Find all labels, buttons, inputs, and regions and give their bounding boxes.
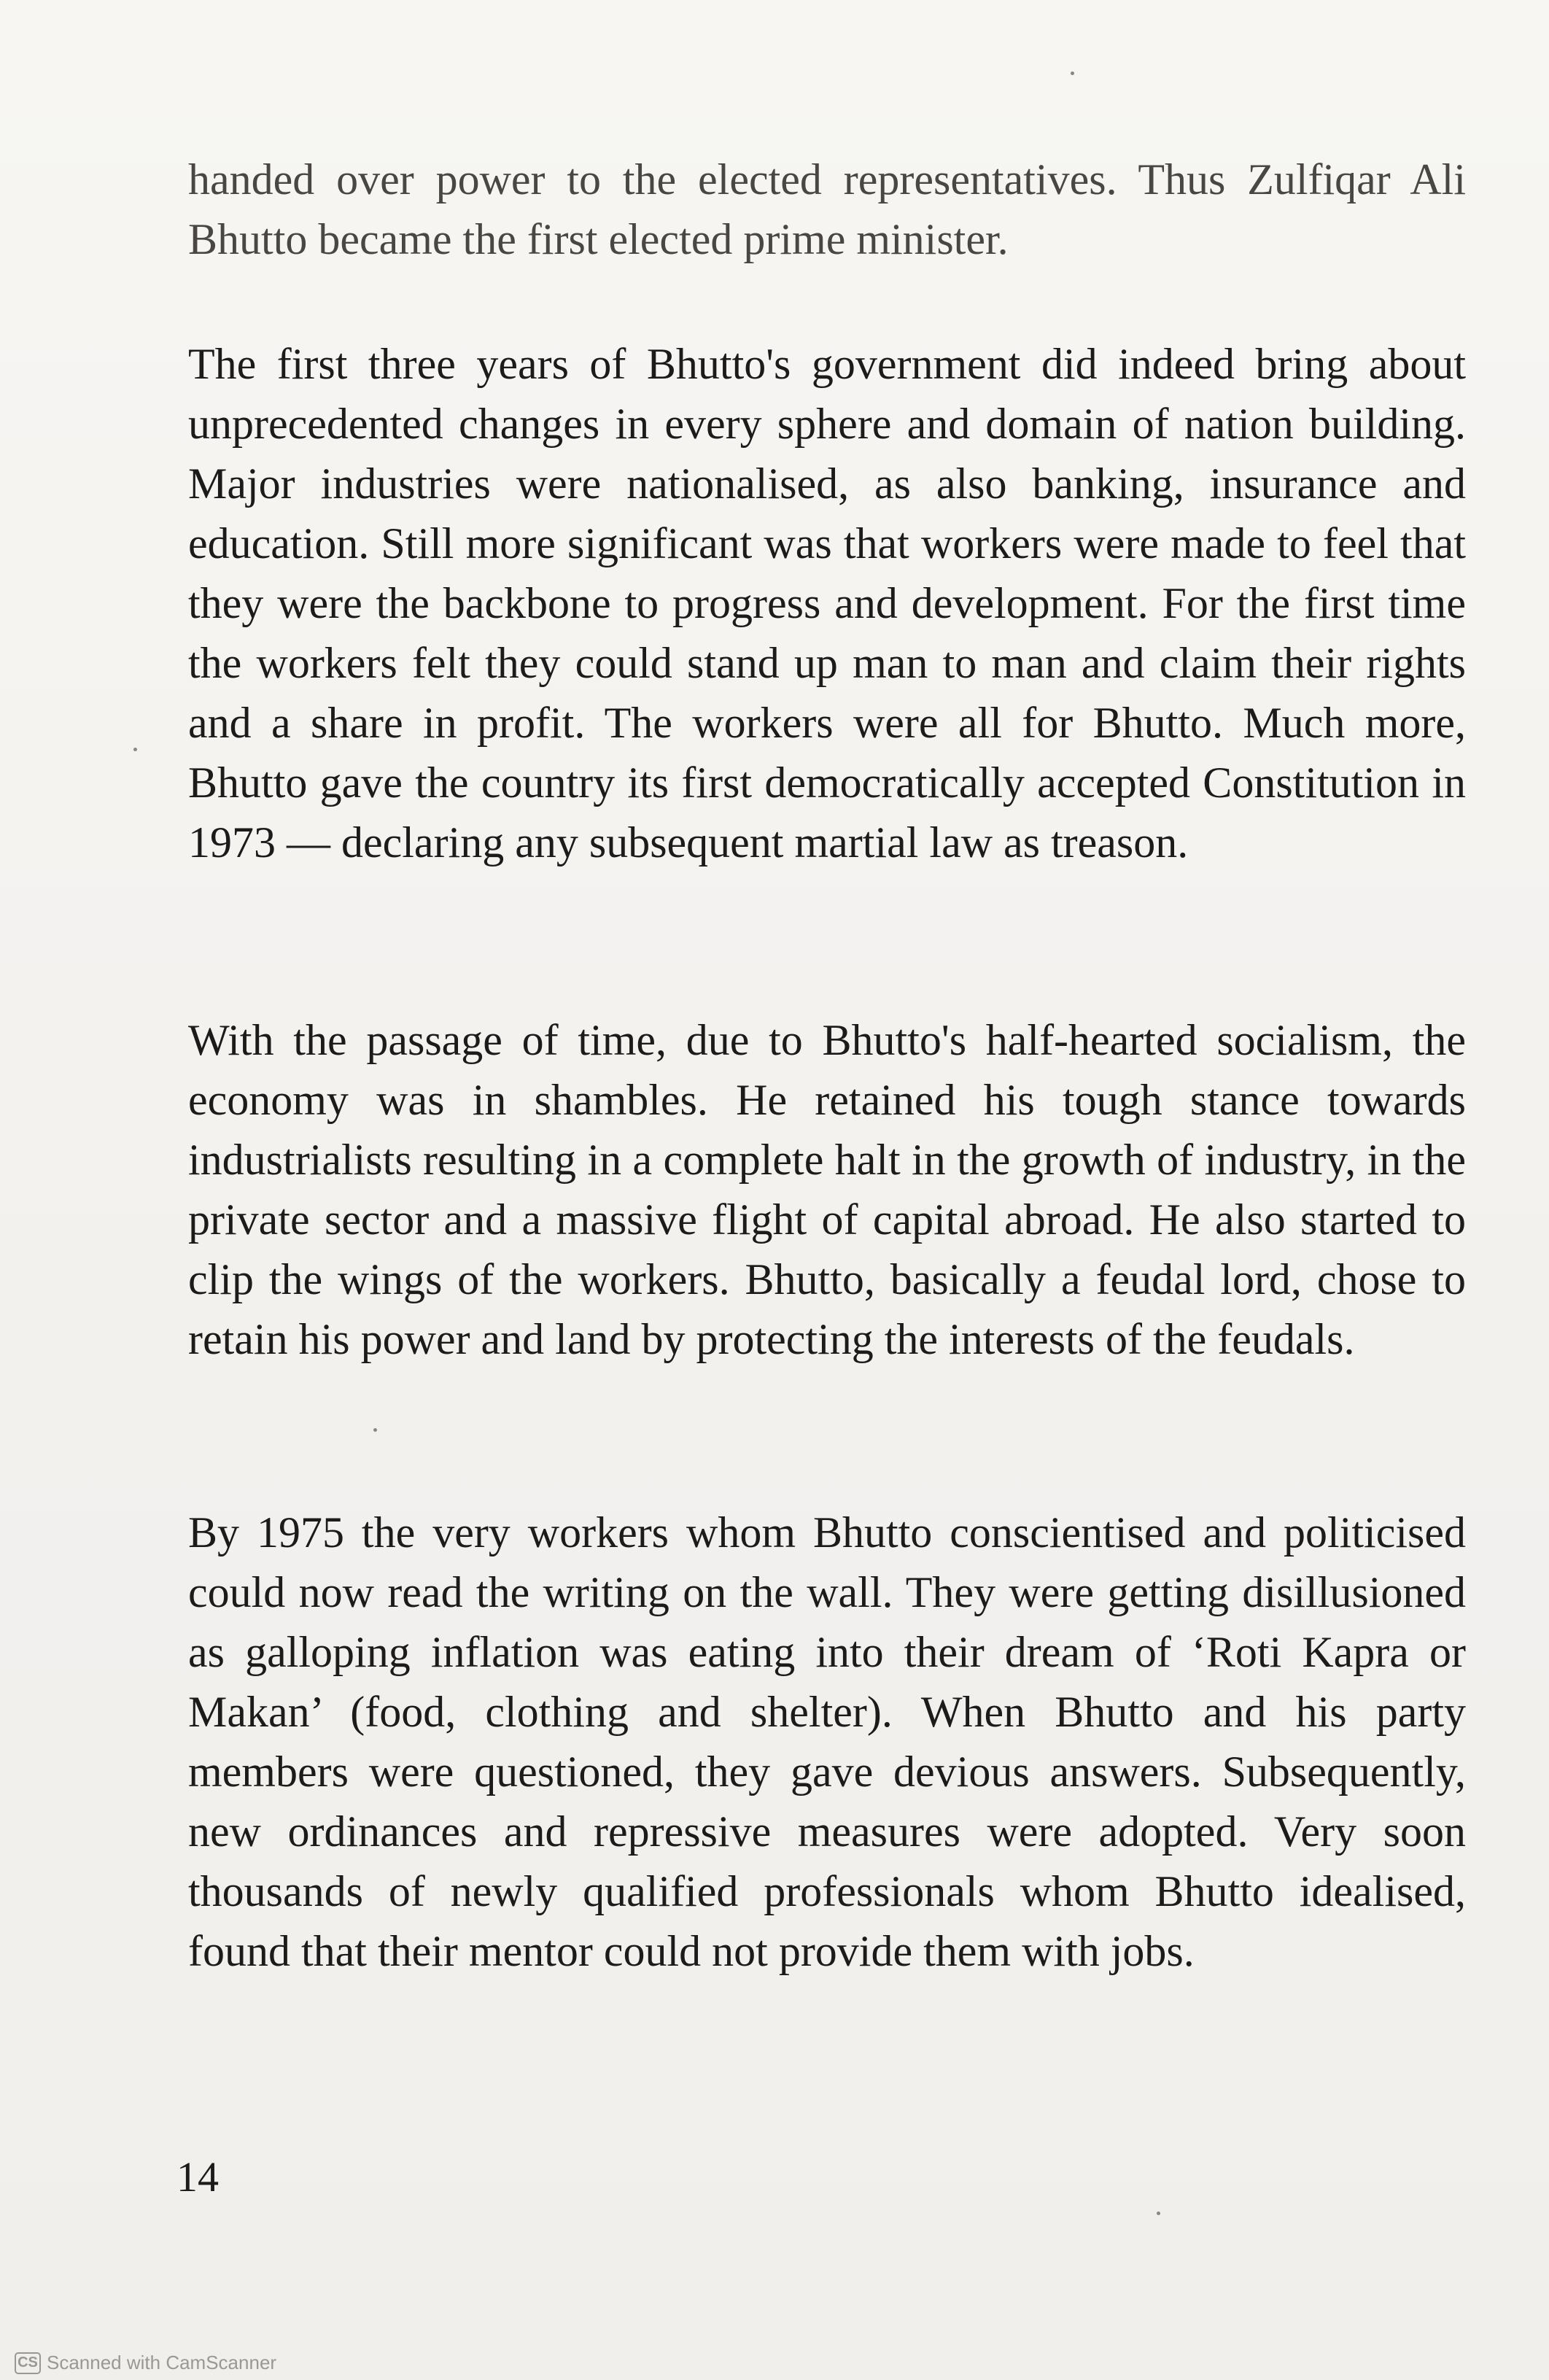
scan-speck	[1157, 2212, 1160, 2215]
paragraph-3: With the passage of time, due to Bhutto's half-hearted socialism, the economy was in shambles. He retained his tough stance towards industrialists resulting in a complete halt in the growth of industry, in the private sector and a massive flight of capital abroad. He also started to clip the wings of the workers. Bhutto, basically a feudal lord, chose to retain his power and land by protecting the interests of the feudals.	[188, 1016, 1466, 1363]
scan-speck	[373, 1428, 377, 1432]
paragraph-1: handed over power to the elected representatives. Thus Zulfiqar Ali Bhutto became the first elected prime minister.	[188, 155, 1466, 263]
watermark-label: Scanned with CamScanner	[47, 2352, 277, 2373]
scanner-watermark	[15, 2352, 276, 2374]
scan-speck	[133, 748, 137, 751]
scan-speck	[1071, 71, 1074, 75]
camscanner-logo-icon: CS	[15, 2352, 41, 2374]
paragraph-4: By 1975 the very workers whom Bhutto conscientised and politicised could now read the writing on the wall. They were getting disillusioned as galloping inflation was eating into their dream of ‘Roti Kapra or Makan’ (food, clothing and shelter). When Bhutto and his party members were questioned, they gave devious answers. Subsequently, new ordinances and repressive measures were adopted. Very soon thousands of newly qualified professionals whom Bhutto idealised, found that their mentor could not provide them with jobs.	[188, 1508, 1466, 1975]
page-number: 14	[176, 2153, 219, 2201]
paragraph-2: The first three years of Bhutto's government did indeed bring about unprecedented changes in every sphere and domain of nation building. Major industries were nationalised, as also banking, insurance and education. Still more significant was that workers were made to feel that they were the backbone to progress and development. For the first time the workers felt they could stand up man to man and claim their rights and a share in profit. The workers were all for Bhutto. Much more, Bhutto gave the country its first democratically accepted Constitution in 1973 — declaring any subsequent martial law as treason.	[188, 340, 1466, 867]
